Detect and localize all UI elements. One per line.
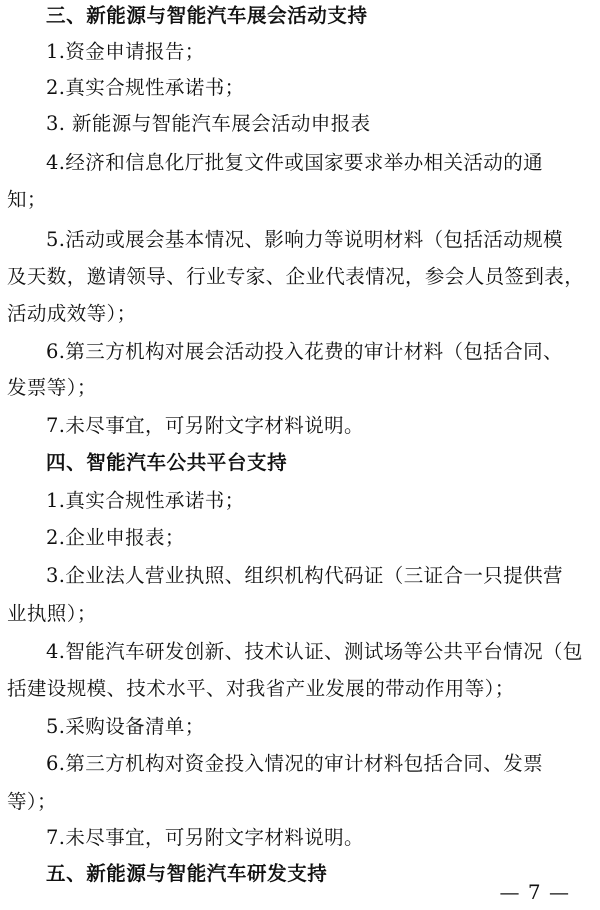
section-heading: 四、智能汽车公共平台支持 [46,451,288,474]
list-item-continuation: 知； [7,188,47,211]
list-item: 2.真实合规性承诺书； [46,76,245,99]
list-item-continuation: 发票等）； [7,376,97,399]
list-item: 5.活动或展会基本情况、影响力等说明材料（包括活动规模 [46,228,563,251]
section-heading: 五、新能源与智能汽车研发支持 [46,862,328,885]
list-item: 7.未尽事宜，可另附文字材料说明。 [46,414,364,437]
list-item: 1.真实合规性承诺书； [46,489,245,512]
list-item: 6.第三方机构对资金投入情况的审计材料包括合同、发票 [46,752,544,775]
list-item: 1.资金申请报告； [46,40,205,63]
list-item-continuation: 活动成效等）； [7,302,137,325]
list-item-continuation: 业执照）； [7,602,97,625]
section-heading: 三、新能源与智能汽车展会活动支持 [46,4,368,27]
list-item: 3.企业法人营业执照、组织机构代码证（三证合一只提供营 [46,564,563,587]
list-item-continuation: 等）； [7,790,57,813]
list-item: 4.经济和信息化厅批复文件或国家要求举办相关活动的通 [46,151,544,174]
list-item: 6.第三方机构对展会活动投入花费的审计材料（包括合同、 [46,340,563,363]
list-item: 4.智能汽车研发创新、技术认证、测试场等公共平台情况（包 [46,640,583,663]
list-item-continuation: 括建设规模、技术水平、对我省产业发展的带动作用等）； [7,677,515,700]
list-item: 3. 新能源与智能汽车展会活动申报表 [46,112,371,135]
list-item-continuation: 及天数，邀请领导、行业专家、企业代表情况，参会人员签到表， [7,265,585,288]
page-number: — 7 — [499,880,570,904]
list-item: 7.未尽事宜，可另附文字材料说明。 [46,826,364,849]
list-item: 2.企业申报表； [46,526,185,549]
list-item: 5.采购设备清单； [46,715,205,738]
